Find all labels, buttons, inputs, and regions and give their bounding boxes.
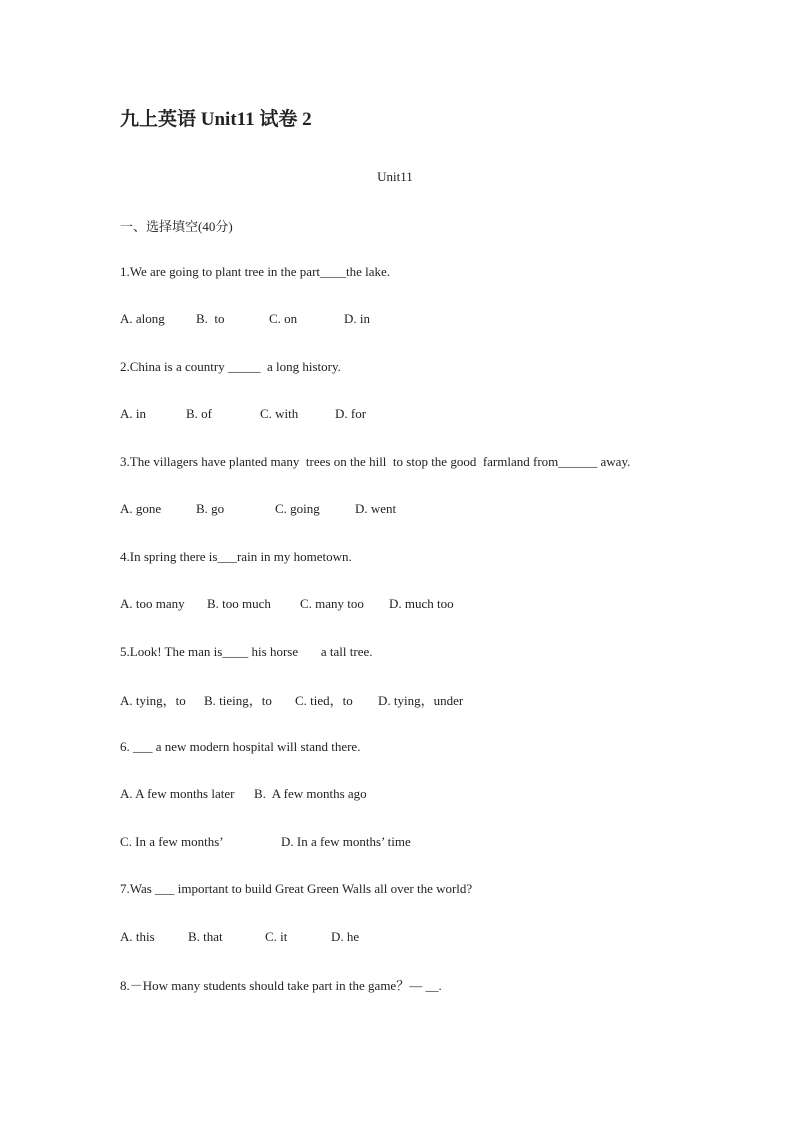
option-c: C. on (269, 311, 298, 326)
option-c: C. tied，to (295, 693, 353, 708)
question-stem: 2.China is a country _____ a long history. (120, 359, 341, 374)
question-stem: 3.The villagers have planted many trees on the hill to stop the good farmland from______ away. (120, 454, 631, 469)
option-a: A. in (120, 406, 146, 421)
option-b: B. A few months ago (254, 786, 367, 801)
question-stem: 4.In spring there is___rain in my hometown. (120, 549, 352, 564)
option-c: C. many too (300, 596, 364, 611)
option-d: D. went (355, 501, 397, 516)
option-a: A. too many (120, 596, 185, 611)
option-a: A. A few months later (120, 786, 235, 801)
option-c: C. going (275, 501, 320, 516)
option-a: A. tying，to (120, 693, 186, 708)
option-d: D. for (335, 406, 367, 421)
option-b: B. too much (207, 596, 271, 611)
option-c: C. In a few months’ (120, 834, 224, 849)
question-stem: 6. ___ a new modern hospital will stand there. (120, 739, 361, 754)
option-d: D. he (331, 929, 360, 944)
document-title: 九上英语 Unit11 试卷 2 (120, 109, 312, 130)
question-stem: 7.Was ___ important to build Great Green Walls all over the world? (120, 881, 473, 896)
option-a: A. this (120, 929, 155, 944)
option-row (120, 690, 464, 708)
question-stem: 8.－How many students should take part in the game？— __. (120, 978, 442, 993)
section-heading: 一、选择填空(40分) (120, 219, 233, 234)
option-row (120, 929, 360, 947)
option-row (120, 311, 370, 329)
option-d: D. In a few months’ time (281, 834, 411, 849)
option-row (120, 596, 454, 614)
option-b: B. of (186, 406, 212, 421)
option-c: C. it (265, 929, 288, 944)
option-b: B. go (196, 501, 225, 516)
option-a: A. gone (120, 501, 162, 516)
option-row (120, 501, 397, 519)
option-b: B. to (196, 311, 225, 326)
question-stem: 1.We are going to plant tree in the part____the lake. (120, 264, 391, 279)
option-row (120, 786, 367, 804)
option-b: B. that (188, 929, 223, 944)
option-b: B. tieing，to (204, 693, 272, 708)
option-row (120, 834, 411, 852)
option-d: D. in (344, 311, 370, 326)
option-row (120, 406, 367, 424)
option-a: A. along (120, 311, 165, 326)
question-stem: 5.Look! The man is____ his horse a tall tree. (120, 644, 373, 659)
option-c: C. with (260, 406, 299, 421)
unit-subtitle: Unit11 (377, 169, 413, 184)
option-d: D. tying，under (378, 693, 464, 708)
option-d: D. much too (389, 596, 454, 611)
